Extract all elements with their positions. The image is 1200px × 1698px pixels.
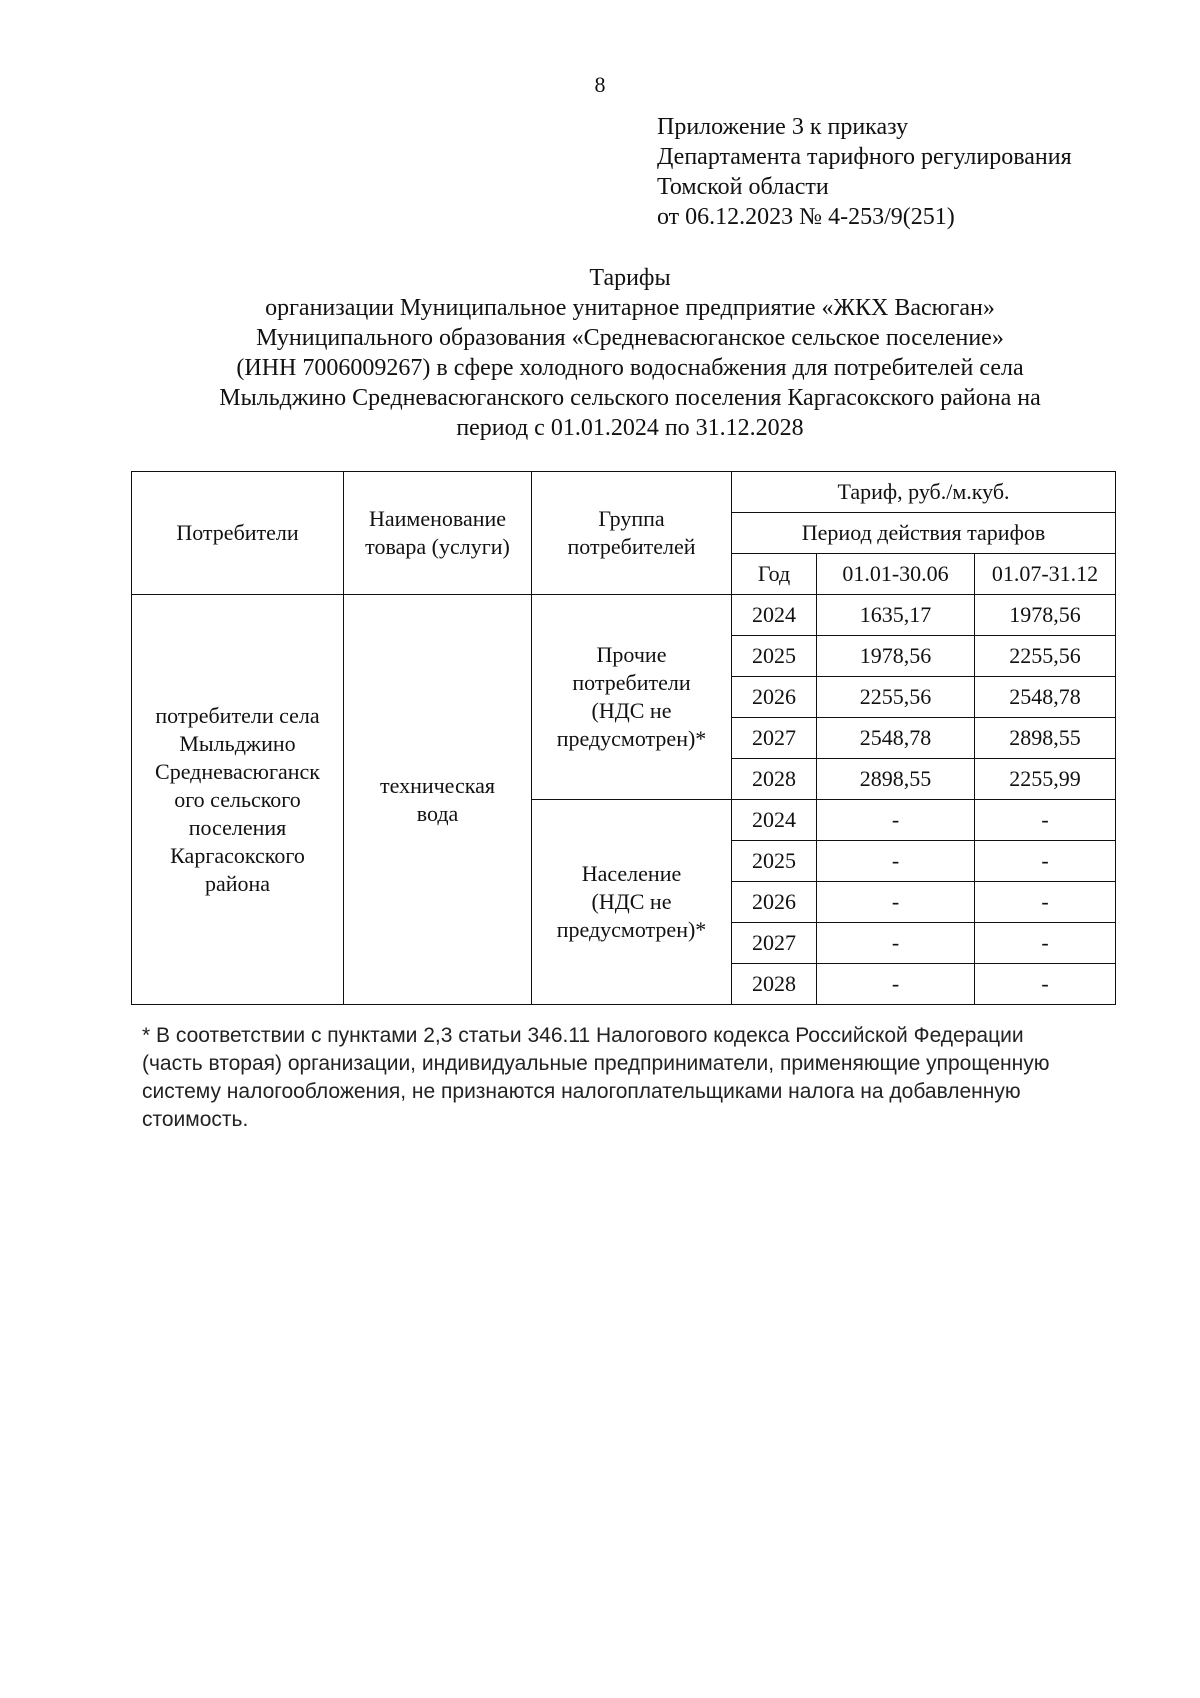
table-row (132, 595, 1116, 636)
header-half1: 01.01-30.06 (817, 554, 975, 595)
consumer-cell (132, 595, 344, 1005)
year-cell: 2025 (732, 636, 817, 677)
tariff-half1-cell: - (817, 964, 975, 1005)
title-heading: Тарифы (589, 265, 671, 291)
year-cell: 2027 (732, 718, 817, 759)
goods-line: техническая (379, 772, 496, 798)
consumer-line: Каргасокского (170, 842, 305, 868)
group-line: (НДС не (591, 889, 672, 914)
header-year: Год (732, 554, 817, 595)
goods-line: вода (416, 800, 459, 826)
tariff-half1-cell: - (817, 882, 975, 923)
header-group-line: потребителей (567, 534, 696, 559)
year-cell: 2028 (732, 964, 817, 1005)
header-goods-line: товара (услуги) (365, 534, 510, 559)
table-header-row (132, 472, 1116, 513)
header-tariff: Тариф, руб./м.куб. (732, 472, 1116, 513)
appendix-line: Томской области (657, 174, 829, 200)
header-group-line: Группа (598, 506, 665, 531)
title-line: Муниципального образования «Средневасюганское сельское поселение» (256, 325, 1004, 351)
header-goods-line: Наименование (368, 506, 507, 531)
tariff-half1-cell: 2898,55 (817, 759, 975, 800)
tariff-half2-cell: - (975, 923, 1116, 964)
group-line: (НДС не (591, 698, 672, 723)
appendix-line: Приложение 3 к приказу (657, 114, 909, 140)
tariff-half1-cell: - (817, 841, 975, 882)
year-cell: 2024 (732, 800, 817, 841)
header-group (532, 472, 732, 595)
tariff-half2-cell: 2255,99 (975, 759, 1116, 800)
consumer-line: ого сельского (174, 786, 301, 812)
consumer-line: потребители села (155, 702, 320, 728)
tariff-half1-cell: 1635,17 (817, 595, 975, 636)
year-cell: 2024 (732, 595, 817, 636)
footnote (142, 1022, 1102, 1134)
appendix-order-date: от 06.12.2023 № 4-253/9(251) (657, 204, 955, 230)
appendix-block (657, 112, 1072, 232)
year-cell: 2028 (732, 759, 817, 800)
tariff-half1-cell: - (817, 923, 975, 964)
year-cell: 2026 (732, 677, 817, 718)
tariff-half1-cell: 2548,78 (817, 718, 975, 759)
title-period: период с 01.01.2024 по 31.12.2028 (456, 415, 804, 441)
year-cell: 2026 (732, 882, 817, 923)
header-half2: 01.07-31.12 (975, 554, 1116, 595)
group-line: Население (581, 861, 682, 886)
consumer-line: Мыльджино (179, 730, 296, 756)
consumer-line: поселения (188, 814, 287, 840)
tariff-half2-cell: 1978,56 (975, 595, 1116, 636)
group-line: потребители (572, 670, 691, 695)
tariff-half2-cell: 2548,78 (975, 677, 1116, 718)
tariff-half2-cell: 2255,56 (975, 636, 1116, 677)
footnote-line: * В соответствии с пунктами 2,3 статьи 346.11 Налогового кодекса Российской Федерации (142, 1024, 1024, 1047)
footnote-line: систему налогообложения, не признаются налогоплательщиками налога на добавленную (142, 1080, 1021, 1103)
group-line: предусмотрен)* (556, 726, 707, 751)
group-line: предусмотрен)* (556, 917, 707, 942)
tariff-half1-cell: 1978,56 (817, 636, 975, 677)
title-line: организации Муниципальное унитарное предприятие «ЖКХ Васюган» (265, 295, 995, 321)
group-cell-population (532, 800, 732, 1005)
document-title (120, 263, 1140, 443)
tariff-half2-cell: - (975, 841, 1116, 882)
goods-cell (344, 595, 532, 1005)
title-line: Мыльджино Средневасюганского сельского поселения Каргасокского района на (219, 385, 1041, 411)
group-line: Прочие (596, 642, 667, 667)
consumer-line: района (204, 870, 271, 896)
consumer-line: Средневасюганск (155, 758, 320, 784)
header-period: Период действия тарифов (732, 513, 1116, 554)
tariff-half2-cell: - (975, 964, 1116, 1005)
header-goods (344, 472, 532, 595)
year-cell: 2025 (732, 841, 817, 882)
footnote-line: стоимость. (142, 1108, 249, 1131)
tariff-half1-cell: 2255,56 (817, 677, 975, 718)
year-cell: 2027 (732, 923, 817, 964)
group-cell-other (532, 595, 732, 800)
footnote-line: (часть вторая) организации, индивидуальные предприниматели, применяющие упрощенную (142, 1052, 1050, 1075)
appendix-line: Департамента тарифного регулирования (657, 144, 1072, 170)
tariff-half1-cell: - (817, 800, 975, 841)
tariff-half2-cell: 2898,55 (975, 718, 1116, 759)
tariff-half2-cell: - (975, 800, 1116, 841)
header-consumers: Потребители (132, 472, 344, 595)
tariff-table (131, 471, 1116, 1005)
title-line: (ИНН 7006009267) в сфере холодного водоснабжения для потребителей села (236, 355, 1024, 381)
tariff-half2-cell: - (975, 882, 1116, 923)
page-number: 8 (594, 72, 606, 97)
